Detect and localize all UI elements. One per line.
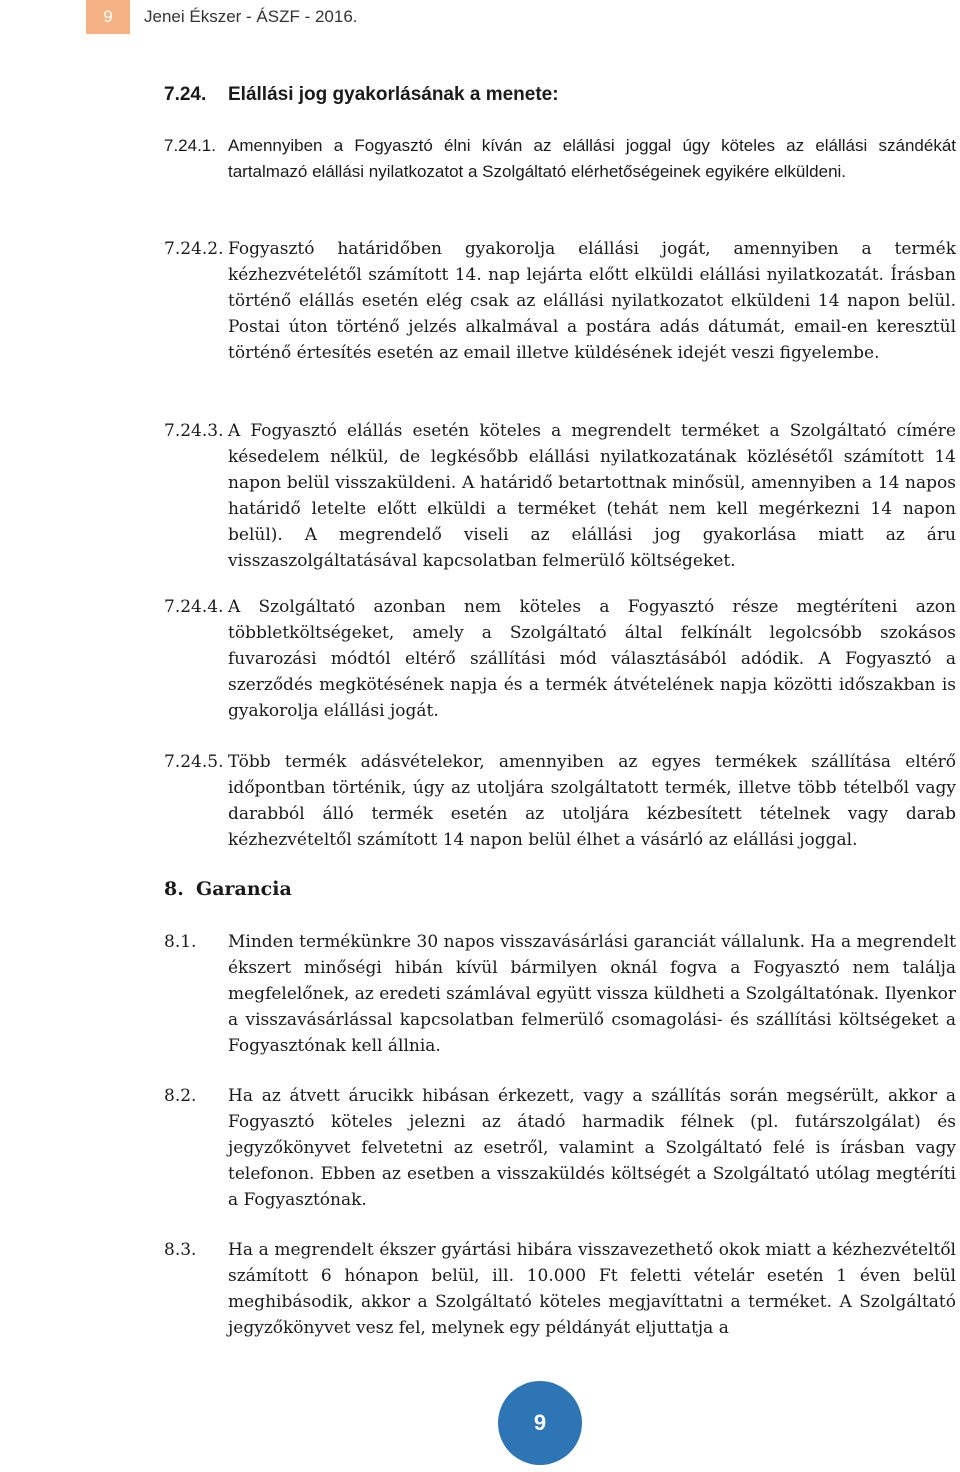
paragraph-text: Több termék adásvételekor, amennyiben az egyes termékek szállítása eltérő időpontban történik, úgy az utoljára szolgáltatott termék, illetve több tételből vagy darabból álló termék esetén az utoljára kézbesített tételnek vagy darab kézhezvételtől számított 14 napon belül élhet a vásárló az elállási joggal.: [228, 752, 956, 850]
paragraph-text: Ha az átvett árucikk hibásan érkezett, vagy a szállítás során megsérült, akkor a Fogyasztó köteles jelezni az átadó harmadik félnek (pl. futárszolgálat) és jegyzőkönyvet felvetetni az esetről, valamint a Szolgáltató felé is írásban vagy telefonon. Ebben az esetben a visszaküldés költségét a Szolgáltató utólag megtéríti a Fogyasztónak.: [228, 1086, 956, 1210]
paragraph-number: 7.24.4.: [164, 597, 224, 617]
paragraph-8-3: [164, 1237, 956, 1341]
paragraph-number: 8.1.: [164, 932, 197, 952]
paragraph-7-24-5: [164, 749, 956, 853]
paragraph-text: Ha a megrendelt ékszer gyártási hibára visszavezethető okok miatt a kézhezvételtől számított 6 hónapon belül, ill. 10.000 Ft feletti vételár esetén 1 éven belül meghibásodik, akkor a Szolgáltató köteles megjavíttatni a terméket. A Szolgáltató jegyzőkönyvet vesz fel, melynek egy példányát eljuttatja a: [228, 1240, 956, 1338]
paragraph-text: A Fogyasztó elállás esetén köteles a megrendelt terméket a Szolgáltató címére késedelem nélkül, de legkésőbb elállási nyilatkozatának közlésétől számított 14 napon belül visszaküldeni. A határidő betartottnak minősül, amennyiben a 14 napos határidő letelte előtt elküldi a terméket (tehát nem kell megérkezni 14 napon belül). A megrendelő viseli az elállási jog gyakorlása miatt az áru visszaszolgáltatásával kapcsolatban felmerülő költségeket.: [228, 421, 956, 571]
page-header: [0, 0, 960, 36]
paragraph-7-24-2: [164, 236, 956, 366]
paragraph-number: 7.24.2.: [164, 239, 224, 259]
paragraph-text: Minden termékünkre 30 napos visszavásárlási garanciát vállalunk. Ha a megrendelt ékszert minőségi hibán kívül bármilyen oknál fogva a Fogyasztó nem találja megfelelőnek, az eredeti számlával együtt vissza küldheti a Szolgáltatónak. Ilyenkor a visszavásárlással kapcsolatban felmerülő csomagolási- és szállítási költségeket a Fogyasztónak kell állnia.: [228, 932, 956, 1056]
paragraph-7-24-1: [164, 133, 956, 185]
running-title: Jenei Ékszer - ÁSZF - 2016.: [144, 7, 358, 26]
paragraph-7-24-3: [164, 418, 956, 574]
section-heading-7-24: [164, 84, 559, 106]
paragraph-text: A Szolgáltató azonban nem köteles a Fogyasztó része megtéríteni azon többletköltségeket, amely a Szolgáltató által felkínált legolcsóbb szokásos fuvarozási módtól eltérő szállítási mód választásából adódik. A Fogyasztó a szerződés megkötésének napja és a termék átvételének napja közötti időszakban is gyakorolja elállási jogát.: [228, 597, 956, 721]
paragraph-number: 7.24.1.: [164, 136, 216, 155]
paragraph-number: 7.24.5.: [164, 752, 224, 772]
paragraph-number: 8.3.: [164, 1240, 197, 1260]
footer-page-number-badge: 9: [498, 1381, 582, 1465]
section-title: Elállási jog gyakorlásának a menete:: [228, 84, 559, 105]
paragraph-number: 7.24.3.: [164, 421, 224, 441]
paragraph-7-24-4: [164, 594, 956, 724]
paragraph-8-2: [164, 1083, 956, 1213]
section-heading-8: [164, 878, 292, 900]
paragraph-text: Fogyasztó határidőben gyakorolja elállási jogát, amennyiben a termék kézhezvételétől számított 14. nap lejárta előtt elküldi elállási nyilatkozatát. Írásban történő elállás esetén elég csak az elállási nyilatkozatot elküldeni 14 napon belül. Postai úton történő jelzés alkalmával a postára adás dátumát, email-en keresztül történő értesítés esetén az email illetve küldésének idejét veszi figyelembe.: [228, 239, 956, 363]
section-number: 8.: [164, 878, 184, 900]
header-page-number: 9: [86, 0, 130, 34]
section-number: 7.24.: [164, 84, 207, 105]
section-title: Garancia: [196, 878, 292, 900]
paragraph-text: Amennyiben a Fogyasztó élni kíván az elállási joggal úgy köteles az elállási szándékát tartalmazó elállási nyilatkozatot a Szolgáltató elérhetőségeinek egyikére elküldeni.: [228, 136, 956, 181]
paragraph-number: 8.2.: [164, 1086, 197, 1106]
paragraph-8-1: [164, 929, 956, 1059]
